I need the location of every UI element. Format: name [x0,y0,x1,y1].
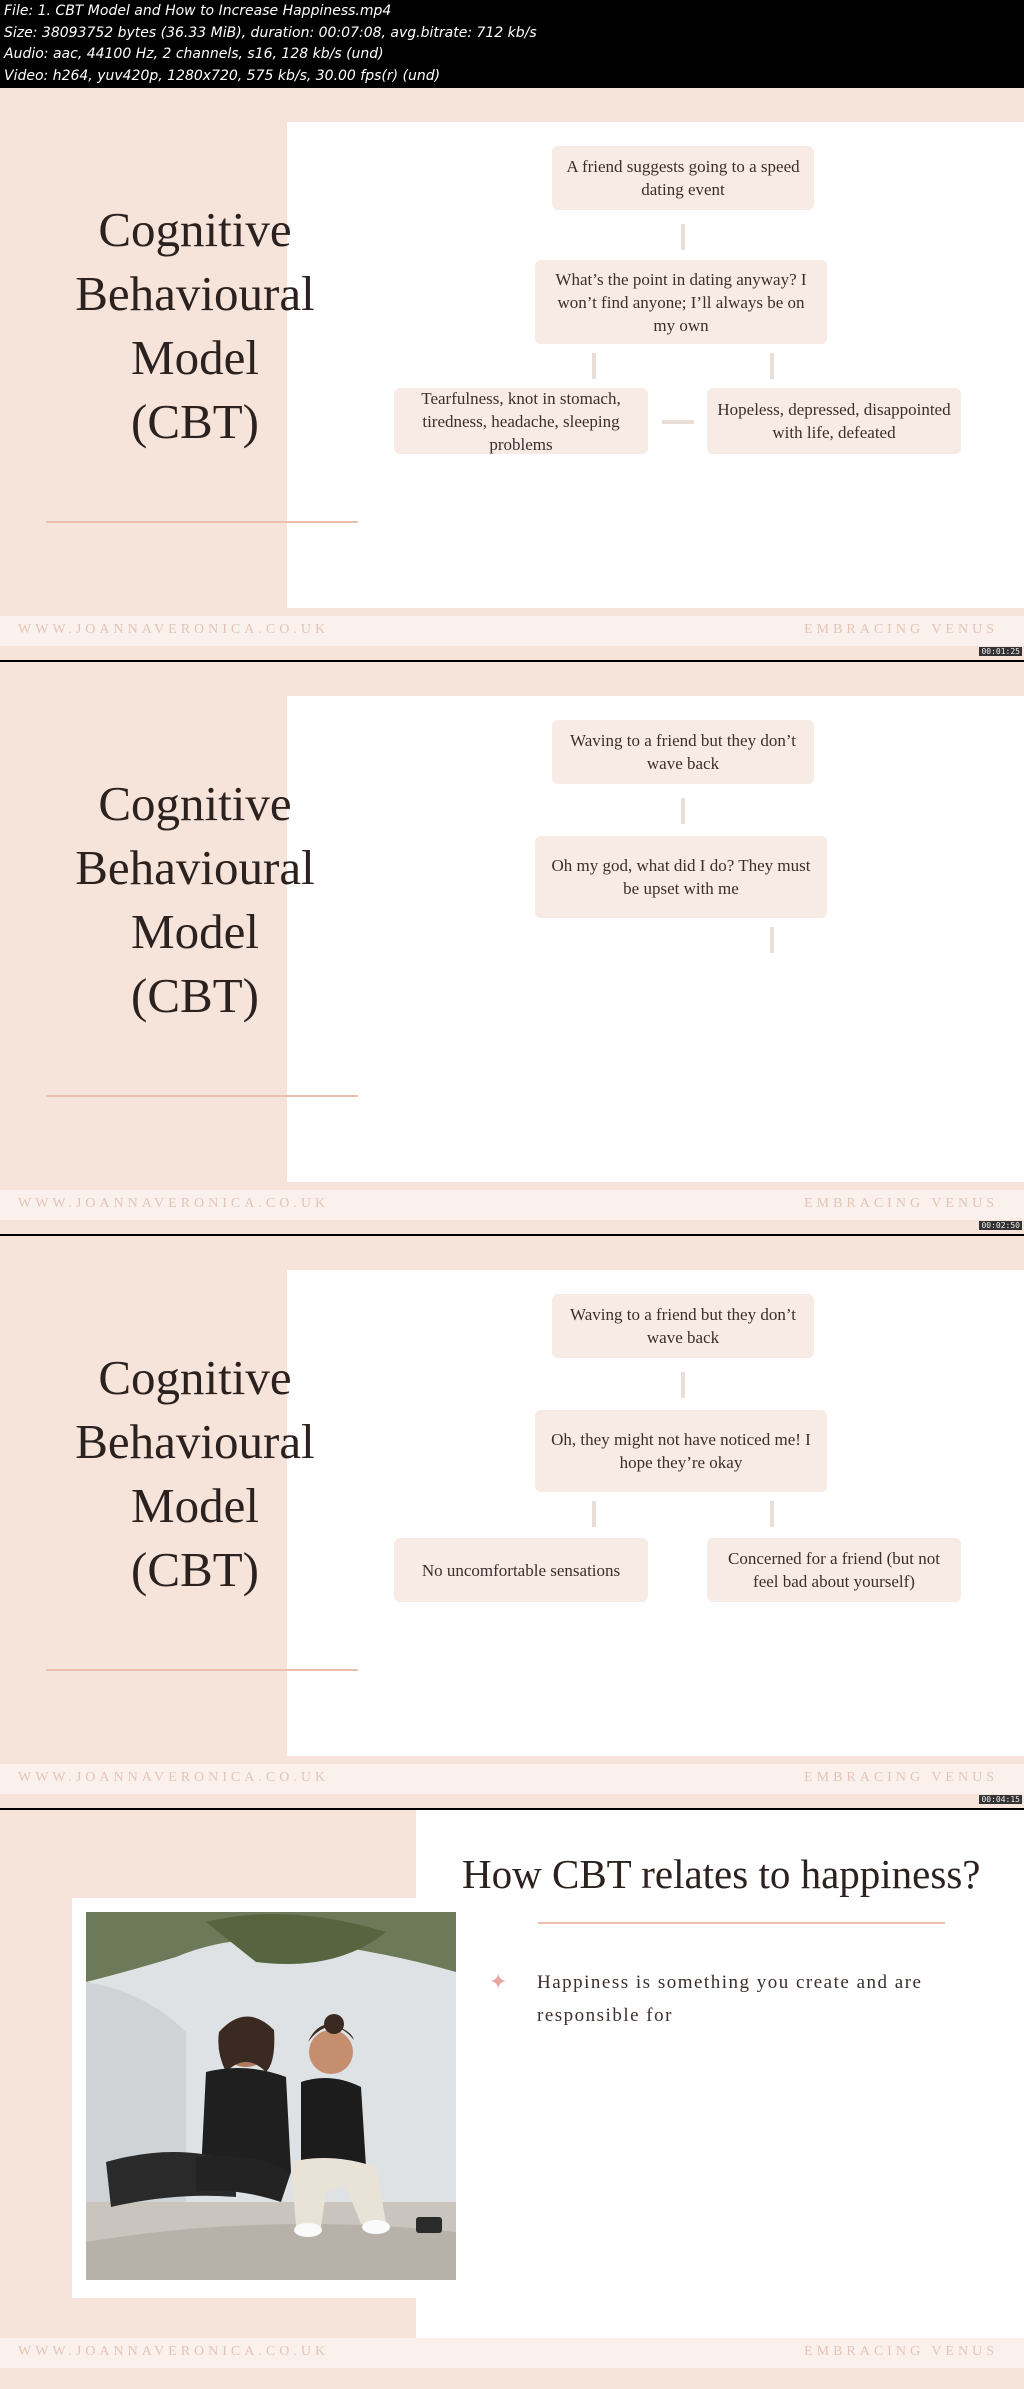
thought-box: Oh my god, what did I do? They must be upset with me [535,836,827,918]
two-women-photo [86,1912,456,2280]
emotion-box: Concerned for a friend (but not feel bad about yourself) [707,1538,961,1602]
connector-arrow [770,1501,774,1527]
thought-box: What’s the point in dating anyway? I won’t find anyone; I’ll always be on my own [535,260,827,344]
slide-title: Cognitive Behavioural Model (CBT) [75,202,315,449]
info-video: Video: h264, yuv420p, 1280x720, 575 kb/s, 30.00 fps(r) (und) [4,67,441,84]
thought-box: Oh, they might not have noticed me! I hope they’re okay [535,1410,827,1492]
situation-box: Waving to a friend but they don’t wave back [552,1294,814,1358]
timestamp-badge: 00:01:25 [981,647,1020,656]
sparkle-icon: ✦ [489,1970,508,1995]
info-audio: Audio: aac, 44100 Hz, 2 channels, s16, 128 kb/s (und) [4,46,384,62]
info-size: Size: 38093752 bytes (36.33 MiB), duration: 00:07:08, avg.bitrate: 712 kb/s [4,24,537,41]
bottom-strip [0,646,1024,660]
connector-arrow [592,1501,596,1527]
footer-website: WWW.JOANNAVERONICA.CO.UK [18,1196,330,1211]
slide-title: Cognitive Behavioural Model (CBT) [75,1350,315,1597]
footer-website: WWW.JOANNAVERONICA.CO.UK [18,1770,330,1785]
footer-website: WWW.JOANNAVERONICA.CO.UK [18,2344,330,2359]
connector-arrow [681,798,685,824]
slide-frame-3 [0,1236,1024,1808]
situation-box: Waving to a friend but they don’t wave back [552,720,814,784]
situation-box: A friend suggests going to a speed dating event [552,146,814,210]
bottom-strip [0,1220,1024,1234]
title-divider [46,1669,358,1671]
physical-box: No uncomfortable sensations [394,1538,648,1602]
footer-brand: EMBRACING VENUS [804,622,998,637]
connector-arrow [681,1372,685,1398]
slide-title: Cognitive Behavioural Model (CBT) [75,776,315,1023]
connector-arrow [662,420,694,424]
timestamp-badge: 00:02:50 [981,1221,1020,1230]
physical-box: Tearfulness, knot in stomach, tiredness, headache, sleeping problems [394,388,648,454]
footer-brand: EMBRACING VENUS [804,1196,998,1211]
slide-heading: How CBT relates to happiness? [462,1851,981,1897]
connector-arrow [681,224,685,250]
timestamp-badge: 00:04:15 [981,1795,1020,1804]
slide-frame-4 [0,1810,1024,2389]
title-divider [46,1095,358,1097]
connector-arrow [592,353,596,379]
slide-frame-2 [0,662,1024,1234]
footer-brand: EMBRACING VENUS [804,2344,998,2359]
connector-arrow [770,353,774,379]
bottom-strip [0,1794,1024,1808]
connector-arrow [770,927,774,953]
title-divider [46,521,358,523]
slide-frame-1 [0,88,1024,660]
footer-website: WWW.JOANNAVERONICA.CO.UK [18,622,330,637]
heading-divider [538,1922,945,1924]
info-file: File: 1. CBT Model and How to Increase Happiness.mp4 [4,3,392,19]
footer-brand: EMBRACING VENUS [804,1770,998,1785]
bullet-text: Happiness is something you create and are responsible for [537,1972,923,2026]
emotion-box: Hopeless, depressed, disappointed with life, defeated [707,388,961,454]
video-info-header [0,0,1024,88]
